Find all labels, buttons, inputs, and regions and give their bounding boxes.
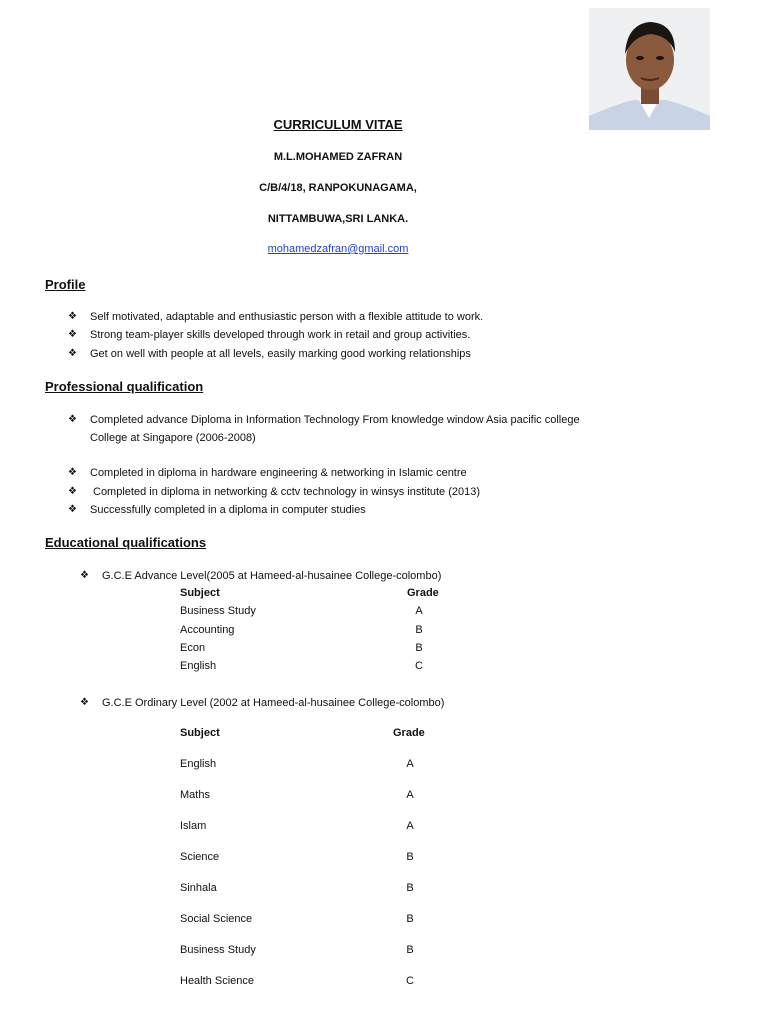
ol-subject-header: Subject [180,727,220,739]
profile-heading: Profile [45,277,86,292]
al-grade: A [415,605,423,617]
professional-item-continued: College at Singapore (2006-2008) [90,432,256,444]
al-title: G.C.E Advance Level(2005 at Hameed-al-husainee College-colombo) [102,570,442,582]
ol-grade: B [406,944,414,956]
bullet-icon: ❖ [68,348,77,359]
email-link[interactable]: mohamedzafran@gmail.com [267,243,409,255]
al-subject: Accounting [180,624,235,636]
bullet-icon: ❖ [68,311,77,322]
al-grade-header: Grade [407,587,439,599]
ol-subject: Science [180,851,220,863]
al-grade: C [415,660,423,672]
ol-subject: English [180,758,217,770]
profile-photo [589,8,710,130]
ol-subject: Business Study [180,944,256,956]
professional-heading: Professional qualification [45,379,204,394]
address-line-2: NITTAMBUWA,SRI LANKA. [267,213,409,225]
bullet-icon: ❖ [68,504,77,515]
bullet-icon: ❖ [80,697,89,708]
al-subject: Econ [180,642,206,654]
professional-item: Completed in diploma in networking & cctv technology in winsys institute (2013) [93,486,481,498]
ol-grade: B [406,851,414,863]
ol-grade-header: Grade [393,727,425,739]
al-grade: B [415,642,423,654]
ol-grade: A [406,820,414,832]
applicant-name: M.L.MOHAMED ZAFRAN [273,151,403,163]
professional-item: Completed advance Diploma in Information Technology From knowledge window Asia pacific college [90,414,580,426]
ol-grade: A [406,758,414,770]
ol-grade: C [406,975,414,987]
bullet-icon: ❖ [68,329,77,340]
al-grade: B [415,624,423,636]
education-heading: Educational qualifications [45,535,207,550]
al-subject-header: Subject [180,587,220,599]
document-title: CURRICULUM VITAE [273,117,403,132]
bullet-icon: ❖ [68,414,77,425]
al-subject: Business Study [180,605,256,617]
bullet-icon: ❖ [68,467,77,478]
ol-grade: B [406,882,414,894]
ol-subject: Maths [180,789,210,801]
profile-item: Strong team-player skills developed through work in retail and group activities. [90,329,471,341]
profile-item: Get on well with people at all levels, easily marking good working relationships [90,348,471,360]
ol-subject: Social Science [180,913,253,925]
ol-subject: Islam [180,820,207,832]
professional-item: Completed in diploma in hardware engineering & networking in Islamic centre [90,467,467,479]
ol-title: G.C.E Ordinary Level (2002 at Hameed-al-husainee College-colombo) [102,697,445,709]
al-subject: English [180,660,217,672]
ol-grade: A [406,789,414,801]
bullet-icon: ❖ [80,570,89,581]
ol-subject: Health Science [180,975,254,987]
ol-subject: Sinhala [180,882,217,894]
profile-item: Self motivated, adaptable and enthusiastic person with a flexible attitude to work. [90,311,484,323]
address-line-1: C/B/4/18, RANPOKUNAGAMA, [259,182,417,194]
ol-grade: B [406,913,414,925]
bullet-icon: ❖ [68,486,77,497]
professional-item: Successfully completed in a diploma in computer studies [90,504,366,516]
